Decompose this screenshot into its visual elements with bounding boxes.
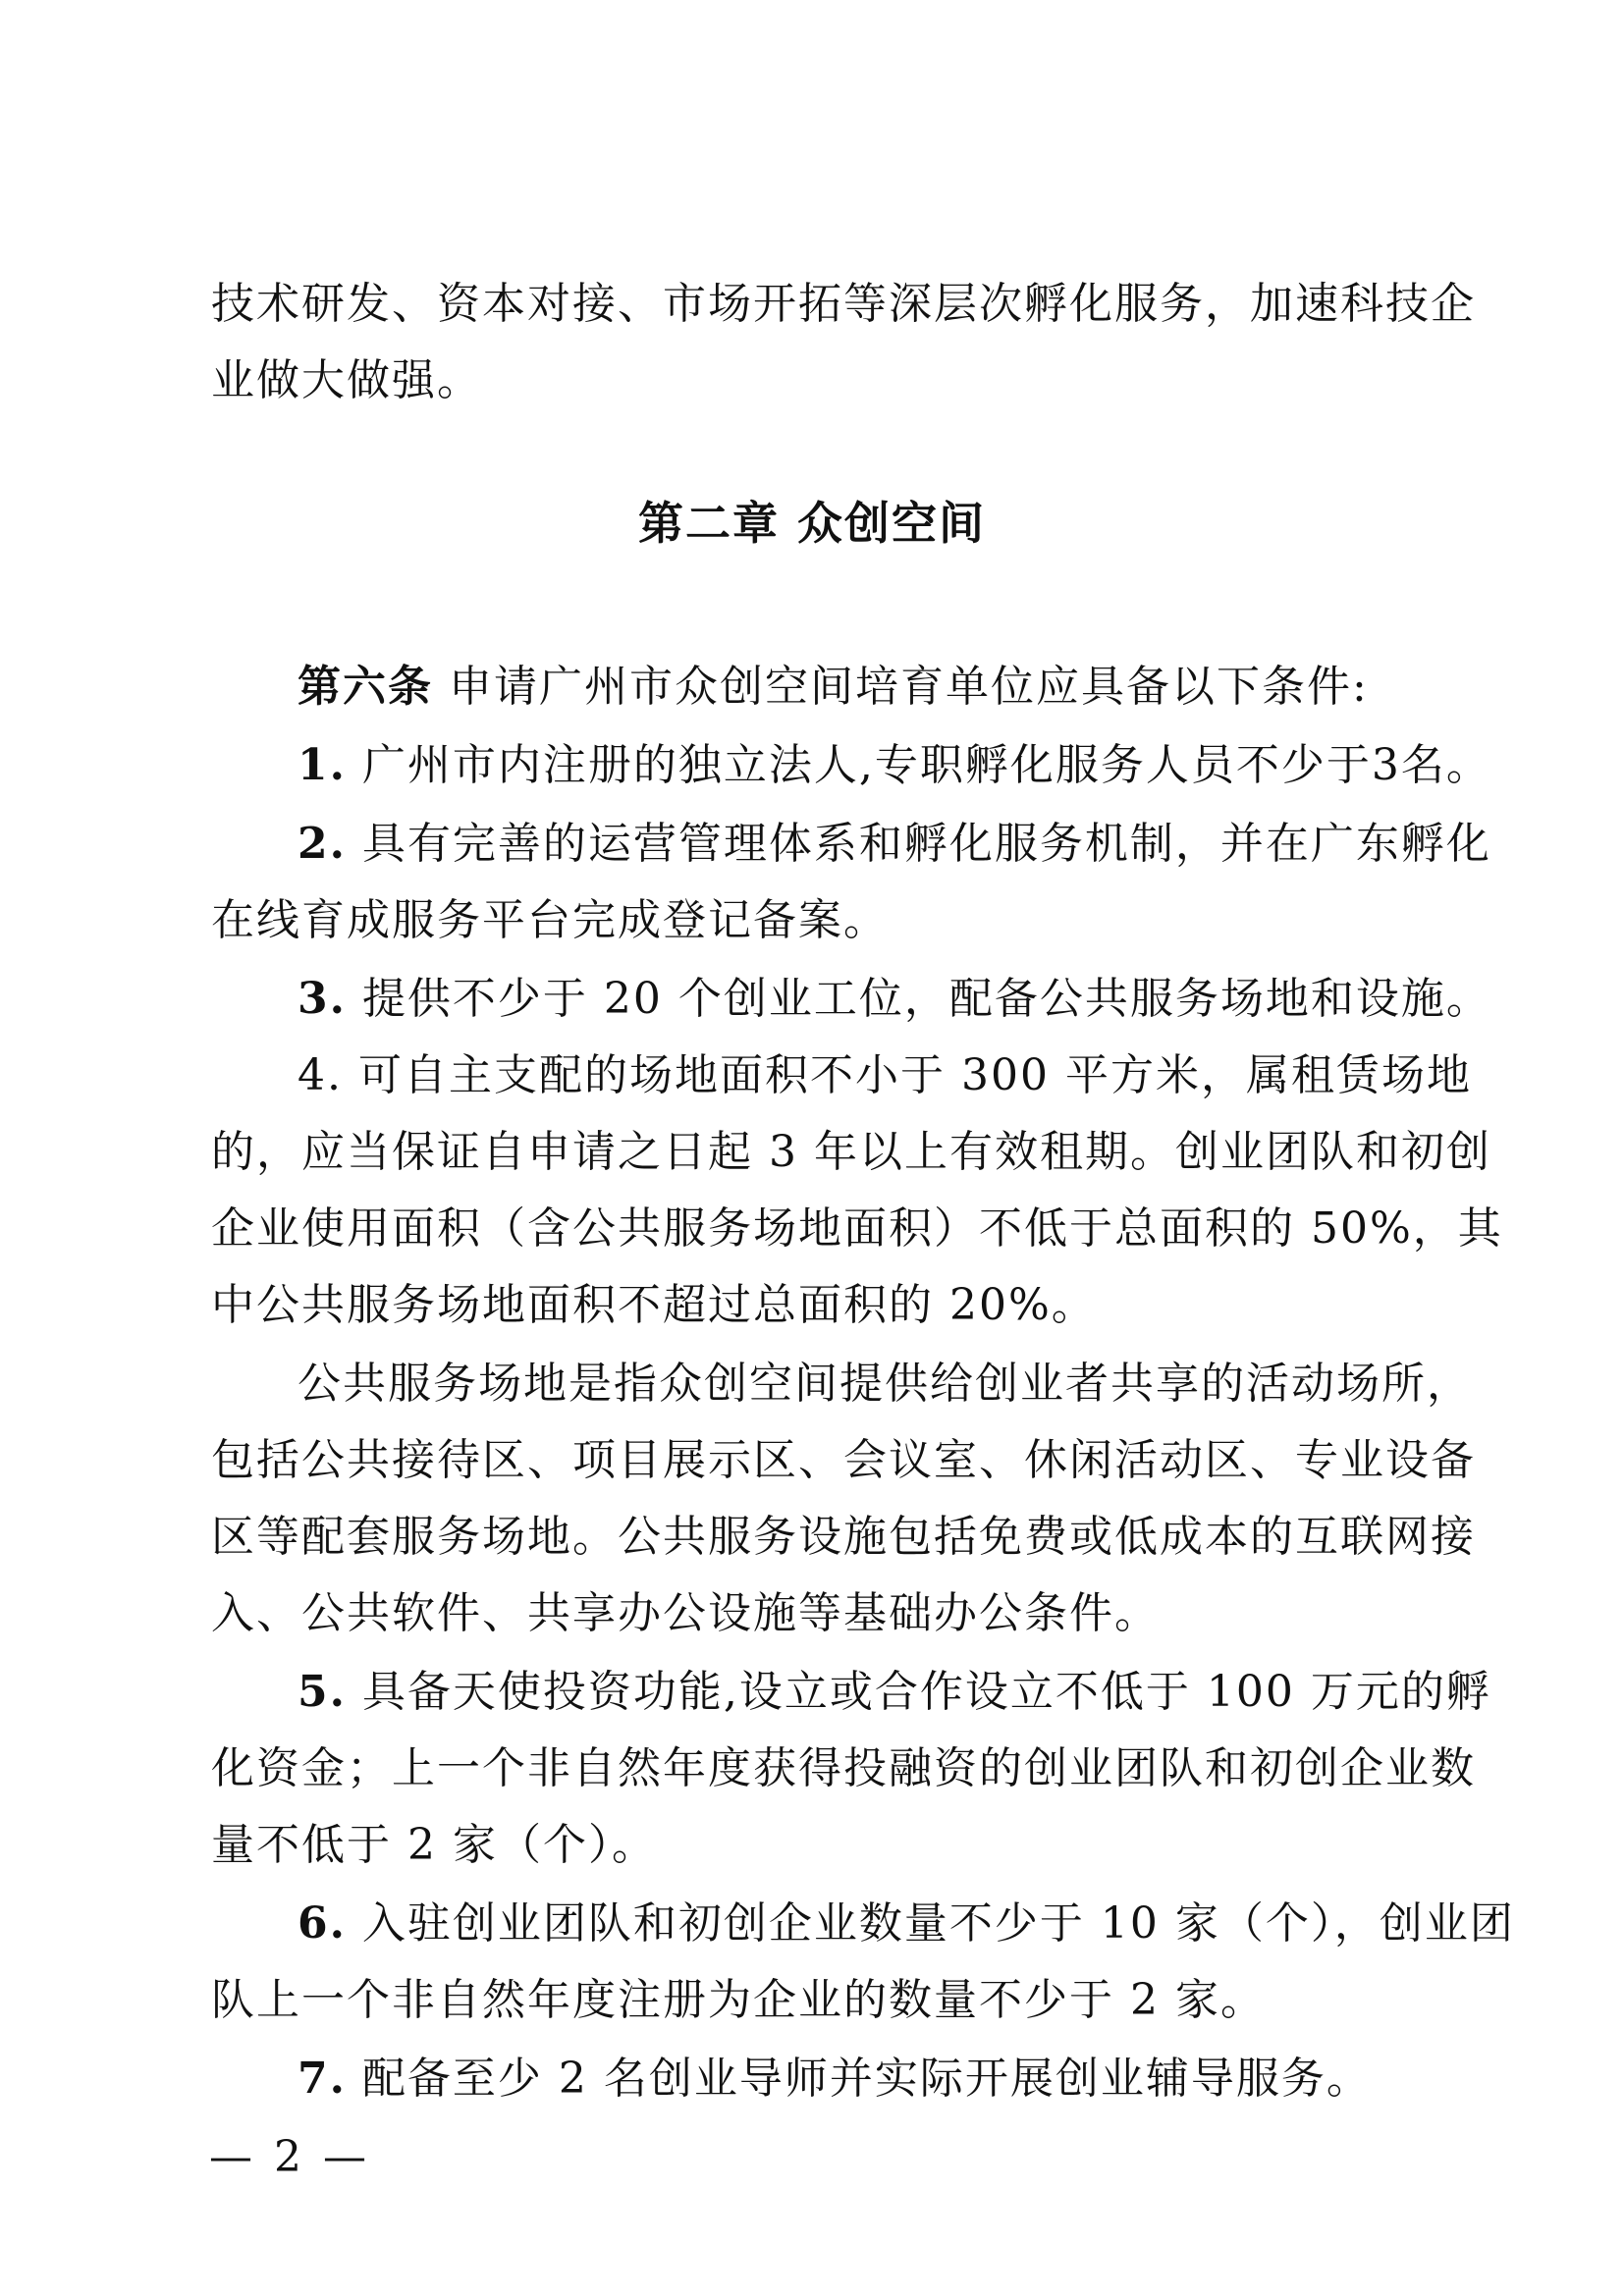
article-text: 申请广州市众创空间培育单位应具备以下条件: [449, 662, 1369, 712]
item-7 [298, 2048, 1429, 2110]
article-6-intro [298, 656, 1429, 719]
item-2-line-1 [298, 813, 1491, 876]
item-4-line-2: 的，应当保证自申请之日起 3 年以上有效租期。创业团队和初创 [211, 1127, 1491, 1177]
item-text: 广州市内注册的独立法人,专职孵化服务人员不少于3名。 [361, 740, 1491, 790]
chapter-title: 第二章 众创空间 [637, 497, 986, 550]
item-6-line-2: 队上一个非自然年度注册为企业的数量不少于 2 家。 [211, 1975, 1266, 2025]
item-text: 具备天使投资功能,设立或合作设立不低于 100 万元的孵 [361, 1667, 1491, 1717]
article-label: 第六条 [298, 662, 433, 712]
item-6-line-1 [298, 1893, 1515, 1955]
item-number: 1. [298, 740, 347, 790]
item-5-line-3: 量不低于 2 家（个）。 [211, 1820, 657, 1870]
public-line-3: 区等配套服务场地。公共服务设施包括免费或低成本的互联网接 [211, 1512, 1476, 1562]
item-text: 具有完善的运营管理体系和孵化服务机制，并在广东孵化 [361, 819, 1491, 869]
item-1 [298, 734, 1491, 797]
public-line-4: 入、公共软件、共享办公设施等基础办公条件。 [211, 1588, 1160, 1638]
item-3 [298, 968, 1491, 1031]
item-text: 可自主支配的场地面积不小于 300 平方米，属租赁场地 [357, 1050, 1472, 1100]
item-4-line-1 [298, 1044, 1472, 1107]
item-5-line-2: 化资金；上一个非自然年度获得投融资的创业团队和初创企业数 [211, 1743, 1476, 1793]
item-text: 提供不少于 20 个创业工位，配备公共服务场地和设施。 [361, 974, 1491, 1024]
item-number: 5. [298, 1667, 347, 1717]
item-number: 6. [298, 1898, 347, 1949]
public-line-2: 包括公共接待区、项目展示区、会议室、休闲活动区、专业设备 [211, 1435, 1476, 1485]
item-text: 配备至少 2 名创业导师并实际开展创业辅导服务。 [361, 2054, 1372, 2104]
intro-line-1: 技术研发、资本对接、市场开拓等深层次孵化服务，加速科技企 [211, 279, 1476, 329]
page-number: — 2 — [209, 2132, 370, 2182]
item-4-line-4: 中公共服务场地面积不超过总面积的 20%。 [211, 1280, 1097, 1330]
item-number: 7. [298, 2054, 347, 2104]
intro-line-2: 业做大做强。 [211, 355, 482, 405]
item-number: 3. [298, 974, 347, 1024]
item-2-line-2: 在线育成服务平台完成登记备案。 [211, 895, 889, 945]
item-number: 2. [298, 819, 347, 869]
public-line-1: 公共服务场地是指众创空间提供给创业者共享的活动场所， [298, 1359, 1472, 1409]
item-text: 入驻创业团队和初创企业数量不少于 10 家（个），创业团 [361, 1898, 1515, 1949]
item-4-line-3: 企业使用面积（含公共服务场地面积）不低于总面积的 50%，其 [211, 1203, 1503, 1254]
item-number: 4. [298, 1050, 343, 1100]
item-5-line-1 [298, 1661, 1491, 1724]
